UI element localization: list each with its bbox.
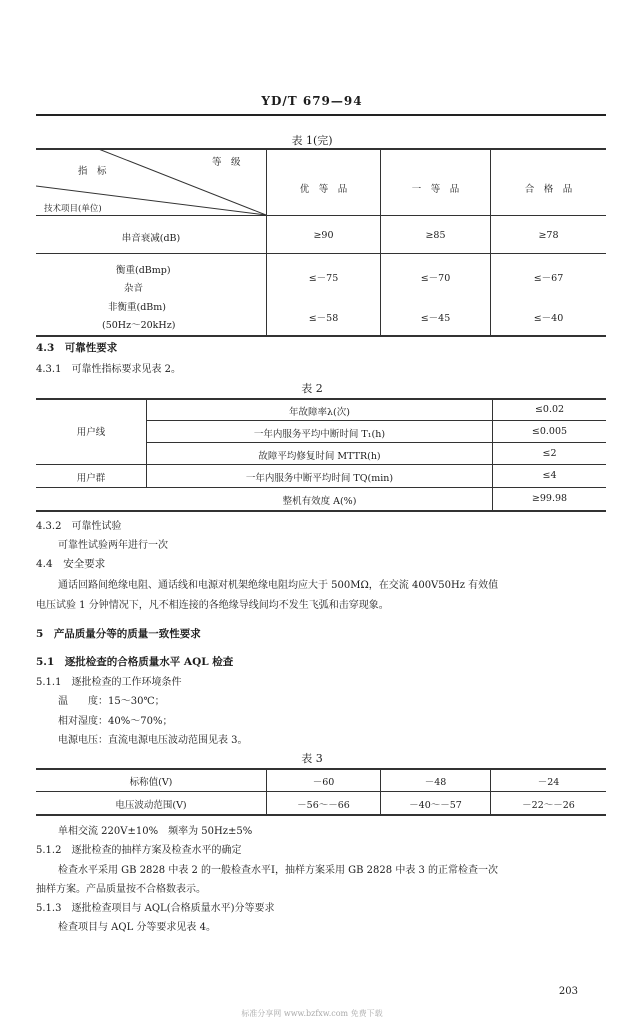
table1-row-label: 衡重(dBmp) bbox=[116, 265, 171, 276]
table1-caption: 表 1(完) bbox=[291, 134, 333, 147]
table2-item: 年故障率λ(次) bbox=[289, 407, 350, 418]
table2-item: 整机有效度 A(%) bbox=[282, 496, 357, 507]
section-4-3-2: 4.3.2 可靠性试验 bbox=[36, 521, 122, 532]
table2-caption: 表 2 bbox=[301, 382, 323, 395]
table1-row-label: 非衡重(dBm) bbox=[108, 302, 166, 313]
table1-grade-1: 一 等 品 bbox=[411, 184, 460, 195]
section-5-1-1: 5.1.1 逐批检查的工作环境条件 bbox=[36, 677, 182, 688]
table2-value: ≤4 bbox=[542, 470, 557, 481]
section-4-3: 4.3 可靠性要求 bbox=[36, 342, 118, 354]
temperature-line: 温 度：15～30℃； bbox=[58, 696, 165, 707]
section-4-3-2-text: 可靠性试验两年进行一次 bbox=[58, 540, 168, 551]
table1-noise-label: 杂音 bbox=[124, 283, 144, 294]
table1-grade-2: 合 格 品 bbox=[524, 184, 573, 195]
table2-item: 一年内服务中断平均时间 TQ(min) bbox=[245, 473, 394, 484]
table3-cell: －56～－66 bbox=[297, 800, 350, 811]
section-5-1-2-text-2: 抽样方案。产品质量按不合格数表示。 bbox=[36, 884, 206, 895]
page-number: 203 bbox=[558, 986, 578, 997]
header-rule bbox=[36, 114, 606, 116]
table1-cell: ≤－58 bbox=[308, 313, 339, 324]
table2-value: ≥99.98 bbox=[531, 493, 568, 504]
table1-row-sublabel: (50Hz～20kHz) bbox=[102, 320, 176, 331]
section-5: 5 产品质量分等的质量一致性要求 bbox=[36, 628, 201, 640]
table3-row1-label: 标称值(V) bbox=[129, 777, 173, 788]
table3-cell: －60 bbox=[312, 777, 335, 788]
section-5-1-3-text: 检查项目与 AQL 分等要求见表 4。 bbox=[58, 922, 216, 933]
power-line: 电源电压：直流电源电压波动范围见表 3。 bbox=[58, 735, 248, 746]
table1-cell: ≥90 bbox=[313, 230, 334, 241]
table1-cell: ≤－45 bbox=[420, 313, 451, 324]
table1-row-label: 串音衰减(dB) bbox=[121, 233, 181, 244]
table1-cell: ≤－70 bbox=[420, 273, 451, 284]
humidity-line: 相对湿度：40%～70%； bbox=[58, 716, 173, 727]
section-4-4-text-2: 电压试验 1 分钟情况下，凡不相连接的各绝缘导线间均不发生飞弧和击穿现象。 bbox=[36, 600, 389, 611]
document-header: YD/T 679—94 bbox=[261, 94, 363, 108]
table2-group-user-line: 用户线 bbox=[76, 427, 106, 438]
table1-cell: ≥85 bbox=[425, 230, 446, 241]
table2-item: 故障平均修复时间 MTTR(h) bbox=[258, 451, 381, 462]
section-5-1: 5.1 逐批检查的合格质量水平 AQL 检查 bbox=[36, 656, 234, 668]
table2-value: ≤0.02 bbox=[534, 404, 565, 415]
table2-item: 一年内服务平均中断时间 T₁(h) bbox=[253, 429, 386, 440]
table2-value: ≤2 bbox=[542, 448, 557, 459]
table2-group-user-group: 用户群 bbox=[76, 473, 106, 484]
table3-row2-label: 电压波动范围(V) bbox=[115, 800, 187, 811]
table1-cell: ≤－75 bbox=[308, 273, 339, 284]
table3-cell: －24 bbox=[537, 777, 560, 788]
table2-value: ≤0.005 bbox=[531, 426, 568, 437]
watermark: 标准分享网 www.bzfxw.com 免费下载 bbox=[241, 1009, 383, 1018]
table1-grade-0: 优 等 品 bbox=[299, 184, 348, 195]
section-5-1-2: 5.1.2 逐批检查的抽样方案及检查水平的确定 bbox=[36, 845, 242, 856]
ac-supply-line: 单相交流 220V±10% 频率为 50Hz±5% bbox=[58, 826, 253, 837]
section-4-3-1: 4.3.1 可靠性指标要求见表 2。 bbox=[36, 364, 181, 375]
table3-caption: 表 3 bbox=[301, 752, 323, 765]
table1-corner-item: 技术项目(单位) bbox=[44, 204, 102, 214]
table3-cell: －40～－57 bbox=[409, 800, 462, 811]
table1-corner-grade: 等 级 bbox=[212, 157, 241, 168]
table1-cell: ≤－67 bbox=[533, 273, 564, 284]
section-4-4-text-1: 通话回路间绝缘电阻、通话线和电源对机架绝缘电阻均应大于 500MΩ，在交流 400V50Hz 有效值 bbox=[58, 580, 499, 591]
table3-cell: －22～－26 bbox=[522, 800, 575, 811]
table3-cell: －48 bbox=[424, 777, 447, 788]
table1-cell: ≥78 bbox=[538, 230, 559, 241]
section-5-1-2-text-1: 检查水平采用 GB 2828 中表 2 的一般检查水平Ⅰ，抽样方案采用 GB 2828 中表 3 的正常检查一次 bbox=[58, 865, 499, 876]
table1-corner-index: 指 标 bbox=[78, 166, 107, 177]
table1-cell: ≤－40 bbox=[533, 313, 564, 324]
section-4-4: 4.4 安全要求 bbox=[36, 558, 106, 570]
section-5-1-3: 5.1.3 逐批检查项目与 AQL(合格质量水平)分等要求 bbox=[36, 903, 275, 914]
